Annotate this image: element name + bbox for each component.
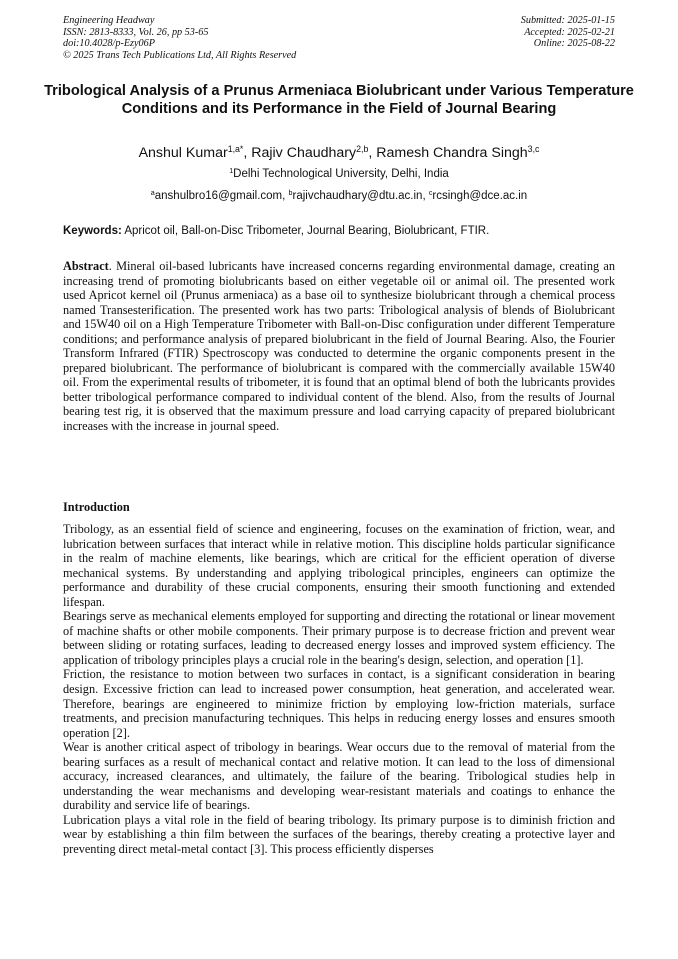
journal-header-left xyxy=(63,15,296,61)
affiliation xyxy=(20,167,658,181)
email-mark: c xyxy=(428,189,433,198)
intro-paragraph: Friction, the resistance to motion between two surfaces in contact, is a significant consideration in bearing design. Excessive friction can lead to increased power consumption, heat generation, and accelerated wear. Therefore, bearings are engineered to minimize friction by employing low-friction materials, surface treatments, and precision manufacturing techniques. This helps in reducing energy losses and ensures smooth operation [2]. xyxy=(63,667,615,740)
author-affiliation-mark: 2,b xyxy=(356,144,369,155)
keywords-label: Keywords: xyxy=(63,225,122,237)
author-separator: , xyxy=(368,145,377,161)
abstract-text: . Mineral oil-based lubricants have increased concerns regarding environmental damage, creating an increasing trend of promoting biolubricants based on either vegetable oil or animal oil. The presented work used Apricot kernel oil (Prunus armeniaca) as a base oil to synthesize biolubricant through a chemical process named Transesterification. The presented work has two parts: Tribological analysis of blends of Biolubricant and 15W40 oil on a High Temperature Tribometer with Ball-on-Disc configuration under different Temperature conditions; and performance analysis of prepared biolubricant in the field of Journal Bearing. Also, the Fourier Transform Infrared (FTIR) Spectroscopy was conducted to determine the organic components present in the prepared biolubricant. The performance of biolubricant is compared with the commercially available 15W40 oil. From the experimental results of tribometer, it is found that an optimal blend of both the lubricants provides better tribological performance compared to individual content of the blend. Also, from the results of Journal bearing test rig, it is observed that the maximum pressure and load carrying capacity of prepared biolubricant increases with the increase in journal speed. xyxy=(63,259,615,434)
email-separator: , xyxy=(282,190,289,202)
affiliation-mark: 1 xyxy=(229,167,234,176)
author-emails xyxy=(20,189,658,203)
abstract-label: Abstract xyxy=(63,259,109,273)
author-list xyxy=(20,144,658,162)
journal-header-right xyxy=(521,15,615,50)
introduction-heading: Introduction xyxy=(63,500,130,514)
email-mark: b xyxy=(288,189,293,198)
intro-paragraph: Tribology, as an essential field of science and engineering, focuses on the examination of friction, wear, and lubrication between surfaces that interact while in relative motion. This discipline holds particular significance in the realm of machine elements, like bearings, which are critical for the efficient operation of diverse mechanical systems. By understanding and applying tribological principles, engineers can optimize the performance and durability of these crucial components, ensuring their smooth functioning and extended lifespan. xyxy=(63,522,615,609)
author-separator: , xyxy=(243,145,252,161)
keywords-text: Apricot oil, Ball-on-Disc Tribometer, Journal Bearing, Biolubricant, FTIR. xyxy=(124,225,490,237)
email-address[interactable]: anshulbro16@gmail.com xyxy=(154,190,283,202)
author-name: Ramesh Chandra Singh xyxy=(376,145,528,161)
author-affiliation-mark: 3,c xyxy=(527,144,540,155)
keywords xyxy=(63,224,615,238)
intro-paragraph: Bearings serve as mechanical elements employed for supporting and directing the rotational or linear movement of machine shafts or other mobile components. Their primary purpose is to decrease friction and prevent wear between sliding or rotating surfaces, leading to decreased energy losses and improved system efficiency. The application of tribology principles plays a crucial role in the bearing's design, selection, and operation [1]. xyxy=(63,609,615,667)
submitted-date: Submitted: 2025-01-15 xyxy=(520,15,615,26)
accepted-date: Accepted: 2025-02-21 xyxy=(524,26,615,38)
email-address[interactable]: rajivchaudhary@dtu.ac.in xyxy=(292,190,423,202)
email-separator: , xyxy=(422,190,429,202)
author-name: Rajiv Chaudhary xyxy=(251,145,357,161)
online-date: Online: 2025-08-22 xyxy=(533,38,615,49)
email-address[interactable]: rcsingh@dce.ac.in xyxy=(432,190,528,202)
affiliation-text: Delhi Technological University, Delhi, India xyxy=(233,168,449,180)
abstract xyxy=(63,259,615,434)
journal-name: Engineering Headway xyxy=(63,15,155,26)
introduction-body xyxy=(63,522,615,857)
intro-paragraph: Wear is another critical aspect of tribology in bearings. Wear occurs due to the removal of material from the bearing surfaces as a result of mechanical contact and relative motion. It can lead to the loss of dimensional accuracy, increased clearances, and ultimately, the failure of the bearing. Tribological studies help in understanding the wear mechanisms and developing wear-resistant materials and coatings to enhance the durability and service life of bearings. xyxy=(63,740,615,813)
issn-line: ISSN: 2813-8333, Vol. 26, pp 53-65 xyxy=(63,26,209,38)
intro-paragraph: Lubrication plays a vital role in the field of bearing tribology. Its primary purpose is to diminish friction and wear by establishing a thin film between the surfaces of the bearings, thereby creating a protective layer and preventing direct metal-metal contact [3]. This process efficiently disperses xyxy=(63,812,615,857)
paper-title: Tribological Analysis of a Prunus Armeniaca Biolubricant under Various Temperature Conditions and its Performance in the Field of Journal Bearing xyxy=(44,83,634,117)
copyright-line: © 2025 Trans Tech Publications Ltd, All Rights Reserved xyxy=(63,49,297,61)
email-mark: a xyxy=(150,189,155,198)
author-name: Anshul Kumar xyxy=(138,145,228,161)
author-affiliation-mark: 1,a* xyxy=(227,144,244,155)
doi-line: doi:10.4028/p-Ezy06P xyxy=(63,38,155,49)
